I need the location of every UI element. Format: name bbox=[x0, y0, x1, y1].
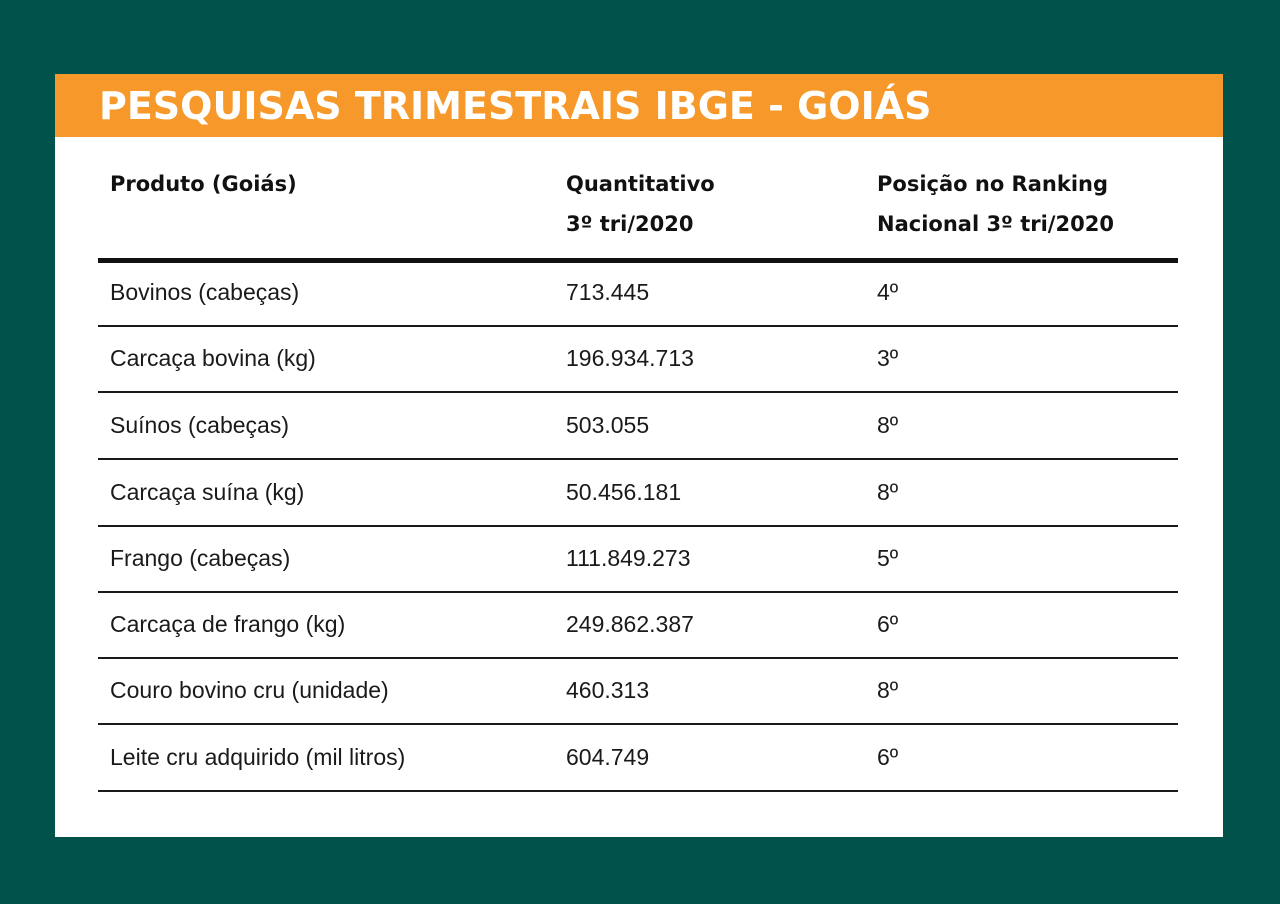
header-product bbox=[110, 164, 297, 204]
table-card bbox=[55, 74, 1223, 837]
product-cell: Bovinos (cabeças) bbox=[110, 279, 300, 305]
table-row bbox=[98, 657, 1178, 725]
quantity-cell: 50.456.181 bbox=[566, 479, 682, 505]
rank-cell: 8º bbox=[877, 412, 899, 438]
header-quantity bbox=[566, 164, 715, 244]
table-row bbox=[98, 325, 1178, 393]
header-ranking-line1: Posição no Ranking bbox=[877, 172, 1108, 196]
title-banner bbox=[55, 74, 1223, 137]
rank-cell: 6º bbox=[877, 611, 899, 637]
table-row bbox=[98, 392, 1178, 460]
quantity-cell: 460.313 bbox=[566, 677, 650, 703]
quantity-cell: 604.749 bbox=[566, 744, 650, 770]
quantity-cell: 503.055 bbox=[566, 412, 650, 438]
product-cell: Frango (cabeças) bbox=[110, 545, 291, 571]
quantity-cell: 249.862.387 bbox=[566, 611, 694, 637]
quantity-cell: 196.934.713 bbox=[566, 345, 694, 371]
rank-cell: 8º bbox=[877, 677, 899, 703]
product-cell: Carcaça bovina (kg) bbox=[110, 345, 316, 371]
rank-cell: 4º bbox=[877, 279, 899, 305]
table-row bbox=[98, 724, 1178, 792]
rank-cell: 6º bbox=[877, 744, 899, 770]
product-cell: Leite cru adquirido (mil litros) bbox=[110, 744, 406, 770]
rank-cell: 5º bbox=[877, 545, 899, 571]
header-ranking bbox=[877, 164, 1114, 244]
rank-cell: 3º bbox=[877, 345, 899, 371]
table-row bbox=[98, 525, 1178, 593]
table-row bbox=[98, 459, 1178, 527]
table-row bbox=[98, 259, 1178, 327]
product-cell: Suínos (cabeças) bbox=[110, 412, 289, 438]
header-quantity-line2: 3º tri/2020 bbox=[566, 212, 694, 236]
rank-cell: 8º bbox=[877, 479, 899, 505]
product-cell: Couro bovino cru (unidade) bbox=[110, 677, 389, 703]
header-ranking-line2: Nacional 3º tri/2020 bbox=[877, 212, 1114, 236]
table-row bbox=[98, 591, 1178, 659]
product-cell: Carcaça suína (kg) bbox=[110, 479, 305, 505]
header-product-label: Produto (Goiás) bbox=[110, 172, 297, 196]
header-quantity-line1: Quantitativo bbox=[566, 172, 715, 196]
page-title: PESQUISAS TRIMESTRAIS IBGE - GOIÁS bbox=[99, 84, 932, 128]
quantity-cell: 111.849.273 bbox=[566, 545, 691, 571]
quantity-cell: 713.445 bbox=[566, 279, 650, 305]
product-cell: Carcaça de frango (kg) bbox=[110, 611, 346, 637]
